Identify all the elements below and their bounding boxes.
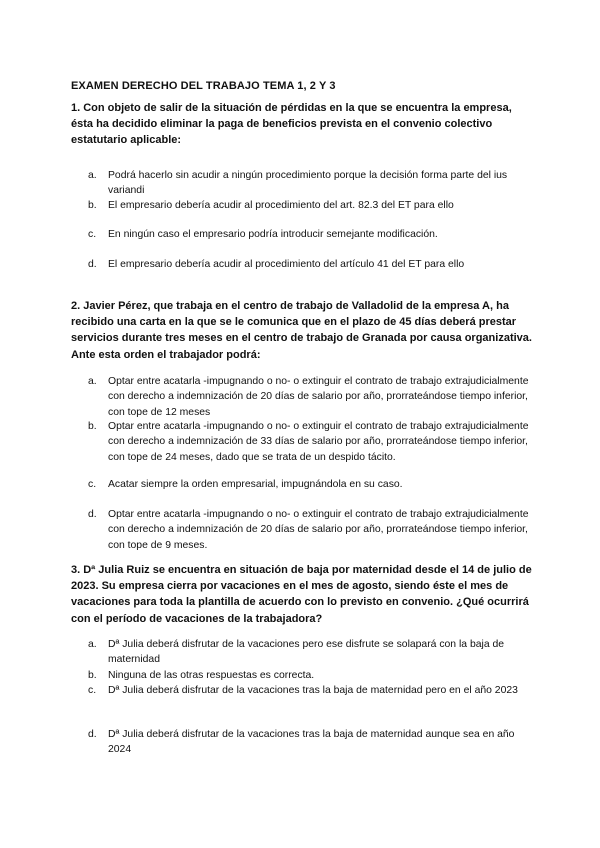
- question-2: 2. Javier Pérez, que trabaja en el centro de trabajo de Valladolid de la empresa A, ha recibido una carta en la que se le comunica que en el plazo de 45 días deberá prestar servicios durante tres meses en el centro de trabajo de Granada por causa organizativa. Ante esta orden el trabajador podrá:: [71, 300, 532, 361]
- option-letter: c.: [88, 479, 97, 490]
- option-text: Optar entre acatarla -impugnando o no- o extinguir el contrato de trabajo extrajudicialmente con derecho a indemnización de 20 días de salario por año, prorrateándose tiempo inferior, con tope de 9 meses.: [108, 509, 529, 551]
- option-letter: c.: [88, 685, 97, 696]
- option-text: Acatar siempre la orden empresarial, impugnándola en su caso.: [108, 479, 403, 490]
- exam-title: EXAMEN DERECHO DEL TRABAJO TEMA 1, 2 Y 3: [71, 80, 336, 92]
- option-letter: a.: [88, 639, 97, 650]
- option-letter: d.: [88, 509, 97, 520]
- option-letter: a.: [88, 170, 97, 181]
- option-text: Dª Julia deberá disfrutar de la vacaciones pero ese disfrute se solapará con la baja de maternidad: [108, 639, 505, 666]
- option-text: Dª Julia deberá disfrutar de la vacaciones tras la baja de maternidad aunque sea en año 2024: [108, 729, 515, 756]
- option-letter: d.: [88, 729, 97, 740]
- option-text: En ningún caso el empresario podría introducir semejante modificación.: [108, 229, 438, 240]
- option-text: Podrá hacerlo sin acudir a ningún procedimiento porque la decisión forma parte del ius variandi: [108, 170, 508, 197]
- option-letter: d.: [88, 259, 97, 270]
- option-text: Optar entre acatarla -impugnando o no- o extinguir el contrato de trabajo extrajudicialmente con derecho a indemnización de 33 días de salario por año, prorrateándose tiempo inferior, con tope de 24 meses, dado que se trata de un despido tácito.: [108, 421, 529, 463]
- option-text: Optar entre acatarla -impugnando o no- o extinguir el contrato de trabajo extrajudicialmente con derecho a indemnización de 20 días de salario por año, prorrateándose tiempo inferior, con tope de 12 meses: [108, 376, 529, 418]
- option-letter: b.: [88, 421, 97, 432]
- option-letter: b.: [88, 670, 97, 681]
- option-text: El empresario debería acudir al procedimiento del artículo 41 del ET para ello: [108, 259, 465, 270]
- option-letter: a.: [88, 376, 97, 387]
- option-text: Dª Julia deberá disfrutar de la vacaciones tras la baja de maternidad pero en el año 2023: [108, 685, 518, 696]
- option-letter: c.: [88, 229, 97, 240]
- question-3: 3. Dª Julia Ruiz se encuentra en situación de baja por maternidad desde el 14 de julio de 2023. Su empresa cierra por vacaciones en el mes de agosto, siendo éste el mes de vacaciones para toda la plantilla de acuerdo con lo previsto en convenio. ¿Qué ocurrirá con el período de vacaciones de la trabajadora?: [71, 564, 532, 625]
- question-1: 1. Con objeto de salir de la situación de pérdidas en la que se encuentra la empresa, ésta ha decidido eliminar la paga de beneficios prevista en el convenio colectivo estatutario aplicable:: [71, 102, 512, 147]
- option-letter: b.: [88, 200, 97, 211]
- option-text: Ninguna de las otras respuestas es correcta.: [108, 670, 315, 681]
- option-text: El empresario debería acudir al procedimiento del art. 82.3 del ET para ello: [108, 200, 454, 211]
